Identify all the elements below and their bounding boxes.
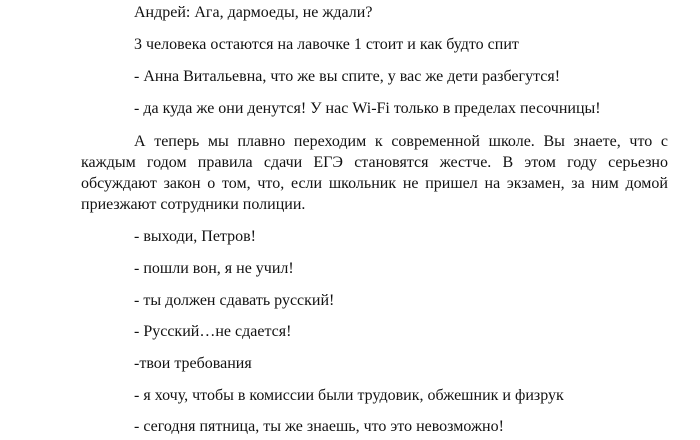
dialogue-line: Андрей: Ага, дармоеды, не ждали? — [134, 4, 373, 21]
dialogue-line: - пошли вон, я не учил! — [134, 260, 294, 277]
stage-direction-line: 3 человека остаются на лавочке 1 стоит и как будто спит — [134, 36, 519, 53]
dialogue-line: - Русский…не сдается! — [134, 323, 292, 340]
dialogue-line: -твои требования — [134, 355, 252, 372]
dialogue-line: - сегодня пятница, ты же знаешь, что это невозможно! — [134, 418, 504, 435]
dialogue-line: - ты должен сдавать русский! — [134, 292, 335, 309]
narrative-paragraph: А теперь мы плавно переходим к современной школе. Вы знаете, что с каждым годом правила сдачи ЕГЭ становятся жестче. В этом году серьезно обсуждают закон о том, что, если школьник не пришел на экзамен, за ним домой приезжают сотрудники полиции. — [81, 133, 668, 213]
dialogue-line: - да куда же они денутся! У нас Wi-Fi только в пределах песочницы! — [134, 100, 601, 117]
dialogue-line: - я хочу, чтобы в комиссии были трудовик, обжешник и физрук — [134, 387, 564, 404]
dialogue-line: - выходи, Петров! — [134, 228, 256, 245]
dialogue-line: - Анна Витальевна, что же вы спите, у вас же дети разбегутся! — [134, 68, 561, 85]
